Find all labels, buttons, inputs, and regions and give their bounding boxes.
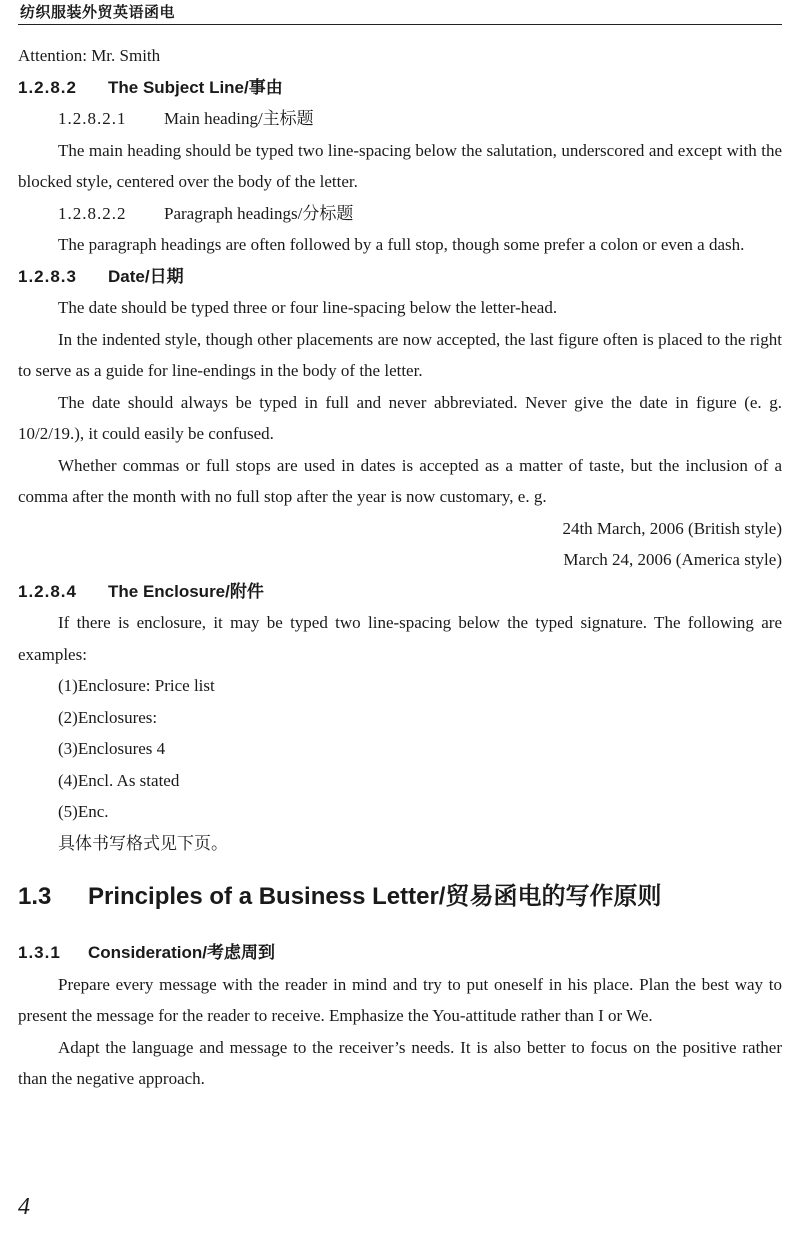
list-item: (1)Enclosure: Price list (58, 676, 215, 695)
subsection-title: Paragraph headings/分标题 (164, 203, 354, 223)
section-title: Date/日期 (108, 266, 184, 286)
date-example-american: March 24, 2006 (America style) (563, 550, 782, 569)
section-title: The Subject Line/事由 (108, 77, 283, 97)
paragraph: The paragraph headings are often followed by a full stop, though some prefer a colon or even a dash. (58, 235, 745, 254)
list-item: (4)Encl. As stated (58, 770, 180, 790)
paragraph: In the indented style, though other placements are now accepted, the last figure often is placed to the right to serve as a guide for line-endings in the body of the letter. (18, 329, 782, 380)
subsection-number: 1.2.8.2.1 (58, 109, 127, 128)
section-title: Principles of a Business Letter/贸易函电的写作原则 (88, 883, 662, 910)
paragraph: If there is enclosure, it may be typed two line-spacing below the typed signature. The following are examples: (18, 613, 782, 664)
subsection-number: 1.2.8.2.2 (58, 203, 127, 223)
section-number: 1.2.8.3 (18, 266, 77, 286)
section-number: 1.2.8.2 (18, 77, 77, 97)
running-header (18, 0, 782, 25)
page-number: 4 (18, 1194, 30, 1220)
list-item: (2)Enclosures: (58, 707, 158, 727)
heading-1-2-8-2 (18, 72, 782, 104)
list-item: (5)Enc. (58, 802, 109, 821)
heading-1-2-8-3 (18, 261, 782, 293)
list-item: (3)Enclosures 4 (58, 739, 166, 758)
paragraph: Adapt the language and message to the receiver’s needs. It is also better to focus on the positive rather than the negative approach. (18, 1037, 782, 1088)
heading-1-3 (18, 875, 782, 919)
subheading-1-2-8-2-2 (18, 198, 782, 230)
heading-1-3-1 (18, 937, 782, 969)
book-title: 纺织服装外贸英语函电 (20, 3, 176, 21)
paragraph: Whether commas or full stops are used in dates is accepted as a matter of taste, but the inclusion of a comma after the month with no full stop after the year is now customary, e. g. (18, 455, 782, 506)
attention-line: Attention: Mr. Smith (18, 46, 161, 65)
section-number: 1.3.1 (18, 943, 61, 962)
paragraph: The date should be typed three or four line-spacing below the letter-head. (58, 298, 558, 317)
section-title: The Enclosure/附件 (108, 581, 264, 601)
date-example-british: 24th March, 2006 (British style) (562, 518, 782, 538)
page-body (18, 40, 782, 1095)
subsection-title: Main heading/主标题 (164, 109, 314, 128)
paragraph: Prepare every message with the reader in mind and try to put oneself in his place. Plan the best way to present the message for the reader to receive. Emphasize the You-attitude rather than I or We. (18, 974, 782, 1025)
section-number: 1.3 (18, 883, 52, 910)
note-line: 具体书写格式见下页。 (58, 833, 228, 853)
paragraph: The date should always be typed in full and never abbreviated. Never give the date in figure (e. g. 10/2/19.), it could easily be confused. (18, 392, 782, 443)
section-title: Consideration/考虑周到 (88, 943, 276, 962)
section-number: 1.2.8.4 (18, 581, 77, 601)
paragraph: The main heading should be typed two line-spacing below the salutation, underscored and except with the blocked style, centered over the body of the letter. (18, 140, 782, 191)
subheading-1-2-8-2-1 (18, 103, 782, 135)
heading-1-2-8-4 (18, 576, 782, 608)
